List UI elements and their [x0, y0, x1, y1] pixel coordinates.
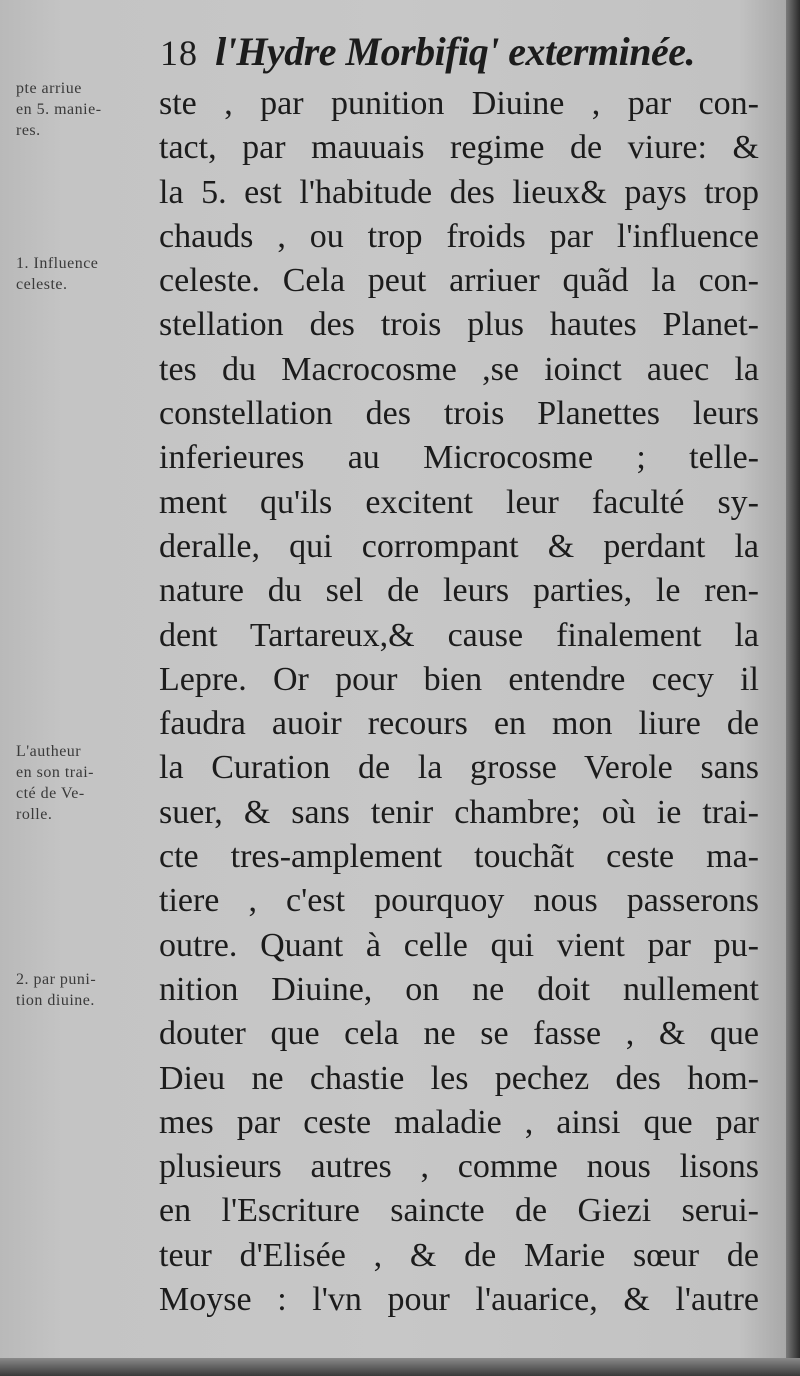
text-line: tact, par mauuais regime de viure: &	[159, 129, 759, 167]
text-line: dent Tartareux,& cause finalement la	[159, 616, 759, 654]
text-line: Dieu ne chastie les pechez des hom-	[159, 1059, 759, 1097]
text-line: celeste. Cela peut arriuer quãd la con-	[159, 262, 759, 300]
text-line: Moyse : l'vn pour l'auarice, & l'autre	[159, 1281, 759, 1319]
text-line: ment qu'ils excitent leur faculté sy-	[159, 483, 759, 521]
text-line: suer, & sans tenir chambre; où ie trai-	[159, 793, 759, 831]
text-line: outre. Quant à celle qui vient par pu-	[159, 926, 759, 964]
text-line: la 5. est l'habitude des lieux& pays trop	[159, 173, 759, 211]
text-line: nition Diuine, on ne doit nullement	[159, 970, 759, 1008]
page-header	[160, 28, 770, 84]
text-line: stellation des trois plus hautes Planet-	[159, 306, 759, 344]
text-line: nature du sel de leurs parties, le ren-	[159, 572, 759, 610]
text-line: en l'Escriture saincte de Giezi serui-	[159, 1192, 759, 1230]
margin-note	[16, 969, 154, 1011]
page-edge-shadow	[786, 0, 800, 1376]
text-line: ste , par punition Diuine , par con-	[159, 85, 759, 122]
text-line: teur d'Elisée , & de Marie sœur de	[159, 1236, 759, 1274]
text-line: mes par ceste maladie , ainsi que par	[159, 1103, 759, 1141]
margin-note-line: en 5. manie-	[16, 101, 102, 118]
page-number: 18	[160, 33, 198, 73]
margin-note-line: en son trai-	[16, 764, 94, 781]
margin-note-line: tion diuine.	[16, 992, 95, 1009]
text-line: tes du Macrocosme ,se ioinct auec la	[159, 350, 759, 388]
margin-note-line: cté de Ve-	[16, 785, 85, 802]
running-title: l'Hydre Morbifiq' exterminée.	[215, 29, 695, 74]
margin-note-line: L'autheur	[16, 743, 82, 760]
margin-note-line: 1. Influence	[16, 255, 99, 272]
text-line: faudra auoir recours en mon liure de	[159, 705, 759, 743]
margin-note-line: rolle.	[16, 806, 53, 823]
margin-note-line: 2. par puni-	[16, 971, 97, 988]
margin-note-line: celeste.	[16, 276, 68, 293]
margin-note-line: res.	[16, 122, 41, 139]
text-line: la Curation de la grosse Verole sans	[159, 749, 759, 787]
text-line: douter que cela ne se fasse , & que	[159, 1015, 759, 1053]
text-line: Lepre. Or pour bien entendre cecy il	[159, 660, 759, 698]
text-line: chauds , ou trop froids par l'influence	[159, 217, 759, 255]
text-line: cte tres-amplement touchãt ceste ma-	[159, 838, 759, 876]
margin-note	[16, 741, 154, 825]
margin-note-line: pte arriue	[16, 80, 82, 97]
text-line: plusieurs autres , comme nous lisons	[159, 1148, 759, 1186]
margin-note	[16, 78, 154, 141]
margin-note	[16, 253, 154, 295]
text-line: inferieures au Microcosme ; telle-	[159, 439, 759, 477]
body-text	[159, 82, 759, 1322]
text-line: tiere , c'est pourquoy nous passerons	[159, 882, 759, 920]
page-bottom-edge	[0, 1358, 800, 1376]
text-line: constellation des trois Planettes leurs	[159, 395, 759, 433]
text-line: deralle, qui corrompant & perdant la	[159, 527, 759, 565]
